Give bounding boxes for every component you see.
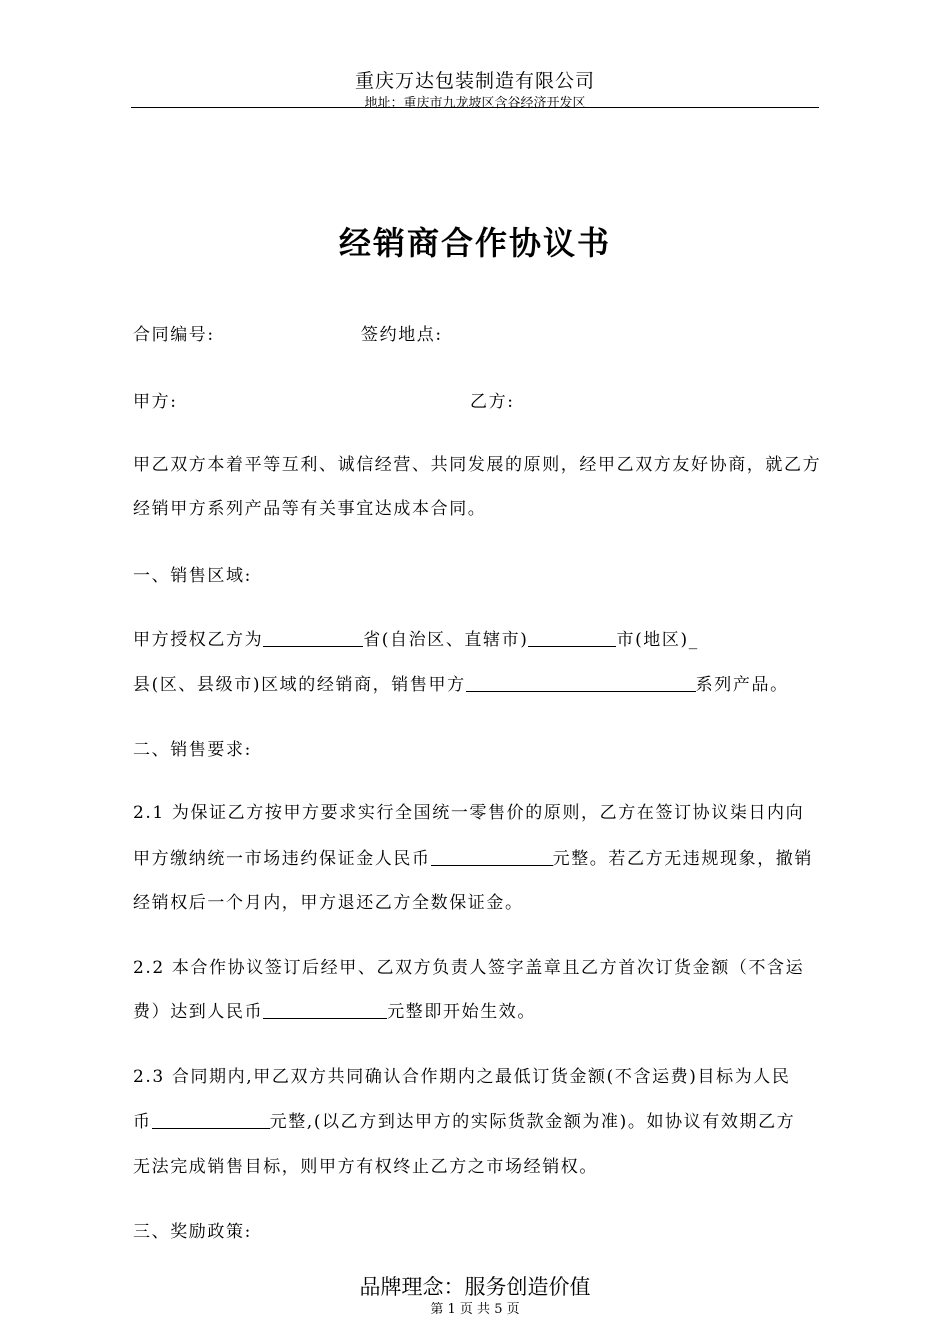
intro-line-1: 甲乙双方本着平等互利、诚信经营、共同发展的原则，经甲乙双方友好协商，就乙方 [133,455,822,475]
first-order-text: 费）达到人民币 [133,1002,264,1022]
sign-place-label: 签约地点: [361,325,443,345]
clause-2-2-line-2 [133,997,536,1022]
clause-2-1-line-3: 经销权后一个月内，甲方退还乙方全数保证金。 [133,893,524,913]
header-divider [131,107,819,108]
region-text-series: 系列产品。 [695,675,789,695]
clause-2-1-line-2 [133,844,813,869]
footer-slogan: 品牌理念：服务创造价值 [359,1275,591,1299]
document-title: 经销商合作协议书 [338,224,611,262]
first-order-text-tail: 元整即开始生效。 [387,1002,537,1022]
deposit-amount-blank [431,847,553,866]
party-a-label: 甲方: [133,392,178,412]
sales-region-line-2 [133,670,789,695]
clause-2-2-line-1: 2.2 本合作协议签订后经甲、乙双方负责人签字盖章且乙方首次订货金额（不含运 [133,958,805,978]
clause-2-1-line-1: 2.1 为保证乙方按甲方要求实行全国统一零售价的原则，乙方在签订协议柒日内向 [133,803,805,823]
header-address: 地址：重庆市九龙坡区含谷经济开发区 [364,96,586,111]
province-blank [263,628,363,647]
contract-no-label: 合同编号: [133,325,215,345]
product-series-blank [466,673,696,692]
header-company-name: 重庆万达包装制造有限公司 [354,70,595,92]
region-text-county: 县(区、县级市)区域的经销商，销售甲方 [133,675,466,695]
section-1-heading: 一、销售区域: [133,566,252,586]
deposit-text: 甲方缴纳统一市场违约保证金人民币 [133,849,431,869]
clause-2-3-line-3: 无法完成销售目标，则甲方有权终止乙方之市场经销权。 [133,1157,598,1177]
intro-line-2: 经销甲方系列产品等有关事宜达成本合同。 [133,499,487,519]
region-text-province: 省(自治区、直辖市) [363,630,529,650]
min-order-text: 币 [133,1112,152,1132]
region-text-city: 市(地区) [616,630,689,650]
min-order-amount-blank [152,1110,270,1129]
min-order-text-tail: 元整,(以乙方到达甲方的实际货款金额为准)。如协议有效期乙方 [269,1112,796,1132]
party-b-label: 乙方: [470,392,515,412]
first-order-amount-blank [263,1000,387,1019]
region-text-authorize: 甲方授权乙方为 [133,630,264,650]
section-3-heading: 三、奖励政策: [133,1222,252,1242]
clause-2-3-line-2 [133,1107,795,1132]
sales-region-line-1 [133,625,699,650]
region-text-underscore: _ [688,630,699,650]
city-blank [528,628,616,647]
clause-2-3-line-1: 2.3 合同期内,甲乙双方共同确认合作期内之最低订货金额(不含运费)目标为人民 [133,1067,791,1087]
page-number: 第 1 页 共 5 页 [430,1302,520,1317]
section-2-heading: 二、销售要求: [133,740,252,760]
deposit-text-tail: 元整。若乙方无违规现象，撤销 [552,849,814,869]
